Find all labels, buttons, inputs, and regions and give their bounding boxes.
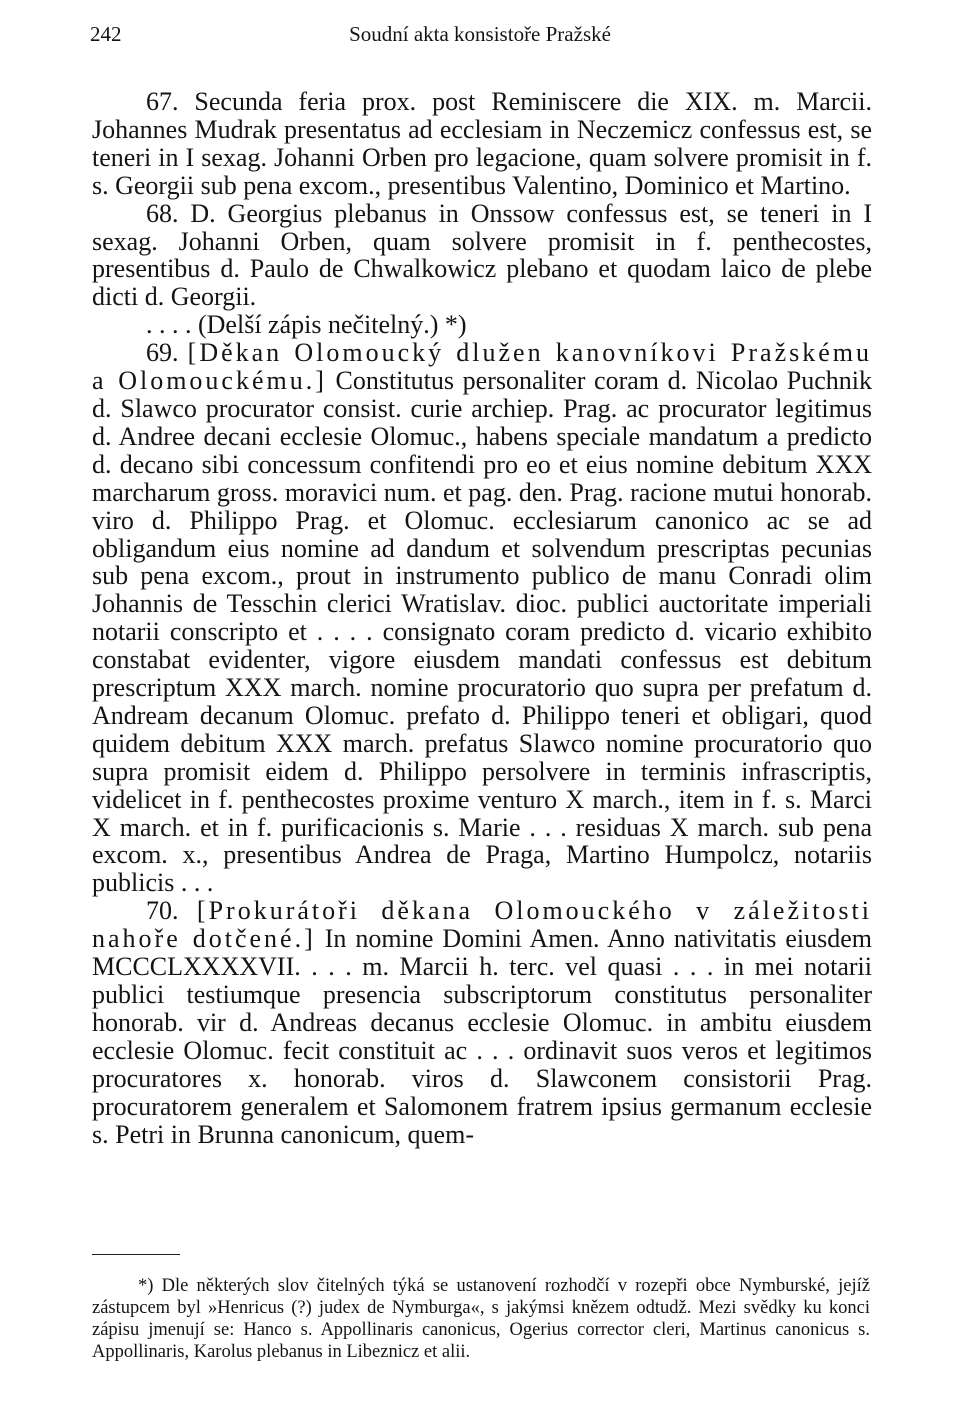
entry-69: 69. [Děkan Olomoucký dlužen kanovníkovi Pražskému a Olomouckému.] Constitutus personaliter coram d. Nicolao Puchnik d. Slawco procurator consist. curie archiep. Prag. ac procurator legitimus d. Andree decani ecclesie Olomuc., habens speciale mandatum a predicto d. decano sibi concessum confitendi pro eo et eius nomine debitum XXX marcharum gross. moravici num. et pag. den. Prag. racione mutui honorab. viro d. Philippo Prag. et Olomuc. ecclesiarum canonico ac se ad obligandum eius nomine ad dandum et solvendum prescriptas pecunias sub pena excom., prout in instrumento publico de manu Conradi olim Johannis de Tesschin clerici Wratislav. dioc. publici auctoritate imperiali notarii conscripto et . . . . consignato coram predicto d. vicario exhibito constabat evidenter, vigore eiusdem mandati confessus est debitum prescriptum XXX march. nomine procuratorio quo supra per prefatum d. Andream decanum Olomuc. prefato d. Philippo teneri et obligari, quod quidem debitum XXX march. prefatus Slawco nomine procuratorio quo supra promisit eidem d. Philippo persolvere in terminis infrascriptis, videlicet in f. penthecostes proxime venturo X march., item in f. s. Marci X march. et in f. purificacionis s. Marie . . . residuas X march. sub pena excom. x., presentibus Andrea de Praga, Martino Humpolcz, notariis publicis . . . bbox=[92, 338, 873, 898]
page-number: 242 bbox=[90, 22, 122, 46]
footnote: *) Dle některých slov čitelných týká se ustanovení rozhodčí v rozepři obce Nymburské, jejíž zástupcem byl »Henricus (?) judex de Nymburga«, s jakýmsi knězem odtudž. Mezi svědky ku konci zápisu jmenují se: Hanco s. Appollinaris canonicus, Ogerius corrector cleri, Martinus canonicus s. Appollinaris, Karolus plebanus in Libeznicz et alii. bbox=[92, 1276, 870, 1362]
footnote-divider bbox=[92, 1254, 180, 1255]
entry-67: 67. Secunda feria prox. post Reminiscere die XIX. m. Marcii. Johannes Mudrak presentatus ad ecclesiam in Neczemicz confessus est, se teneri in I sexag. Johanni Orben pro legacione, quam solvere promisit in f. s. Georgii sub pena excom., presentibus Valentino, Dominico et Martino. bbox=[92, 87, 872, 200]
entry-heading: [Prokurátoři děkana Olomouckého v záležitosti nahoře dotčené.] bbox=[92, 896, 872, 954]
main-text bbox=[92, 88, 872, 1148]
illegible-note: . . . . (Delší zápis nečitelný.) *) bbox=[146, 310, 467, 340]
entry-heading: [Děkan Olomoucký dlužen kanovníkovi Pražskému a Olomouckému.] bbox=[92, 338, 872, 396]
running-head: Soudní akta konsistoře Pražské bbox=[349, 22, 611, 46]
entry-70: 70. [Prokurátoři děkana Olomouckého v záležitosti nahoře dotčené.] In nomine Domini Amen. Anno nativitatis eiusdem MCCCLXXXXVII. . . . m. Marcii h. terc. vel quasi . . . in mei notarii publici testiumque presencia subscriptorum constitutus personaliter honorab. vir d. Andreas decanus ecclesie Olomuc. in ambitu eiusdem ecclesie Olomuc. fecit constituit ac . . . ordinavit suos veros et legitimos procuratores x. honorab. viros d. Slawconem consistorii Prag. procuratorem generalem et Salomonem fratrem ipsius germanum ecclesie s. Petri in Brunna canonicum, quem- bbox=[92, 896, 873, 1149]
entry-68: 68. D. Georgius plebanus in Onssow confessus est, se teneri in I sexag. Johanni Orben, quam solvere promisit in f. penthecostes, presentibus d. Paulo de Chwalkowicz plebano et quodam laico de plebe dicti d. Georgii. bbox=[92, 198, 872, 312]
